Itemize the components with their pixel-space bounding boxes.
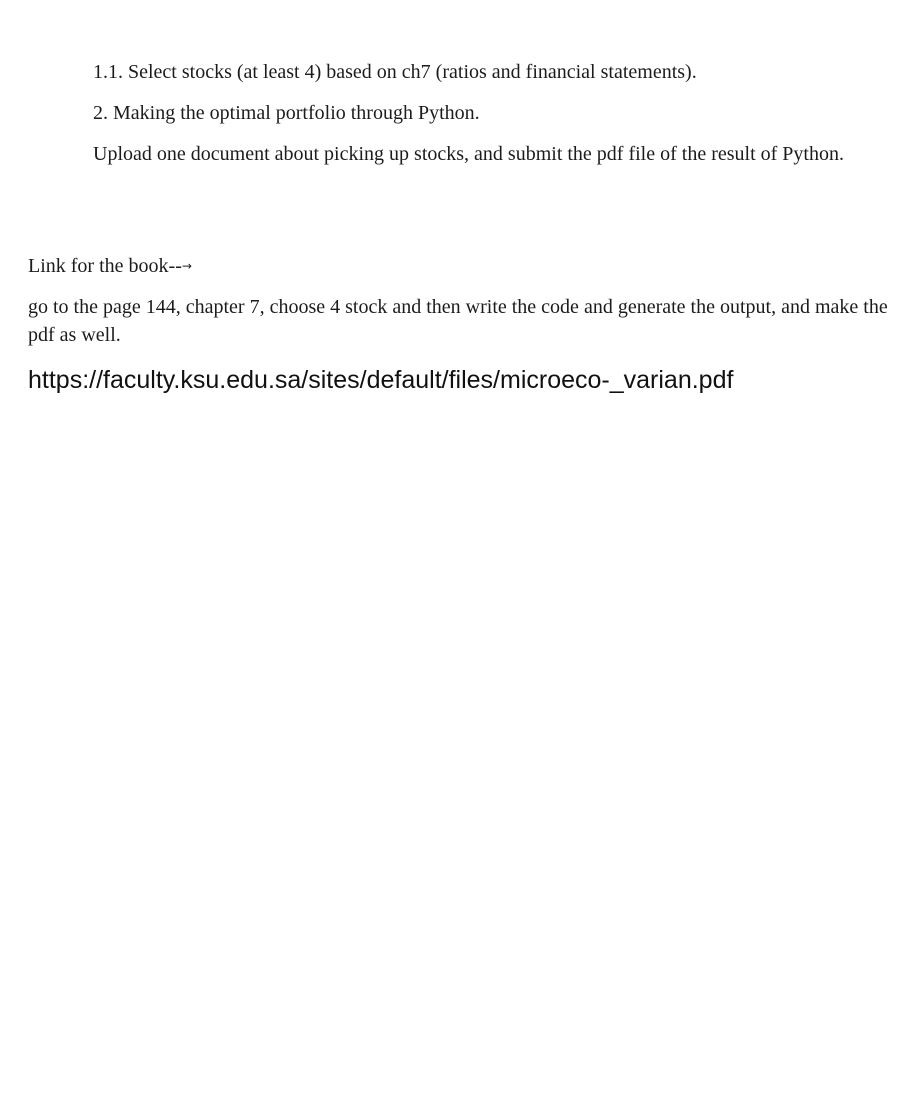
book-link-label (28, 252, 890, 280)
right-arrow-icon: → (181, 259, 192, 273)
book-url-link[interactable]: https://faculty.ksu.edu.sa/sites/default/files/microeco-_varian.pdf (28, 366, 734, 394)
assignment-instructions: go to the page 144, chapter 7, choose 4 stock and then write the code and generate the output, and make the pdf as well. (28, 296, 888, 346)
book-link-label-text: Link for the book-- (28, 255, 182, 277)
task-item-select-stocks: 1.1. Select stocks (at least 4) based on ch7 (ratios and financial statements). (93, 61, 697, 83)
task-item-optimal-portfolio: 2. Making the optimal portfolio through Python. (93, 102, 480, 124)
task-item-upload-instructions: Upload one document about picking up stocks, and submit the pdf file of the result of Python. (93, 143, 844, 165)
